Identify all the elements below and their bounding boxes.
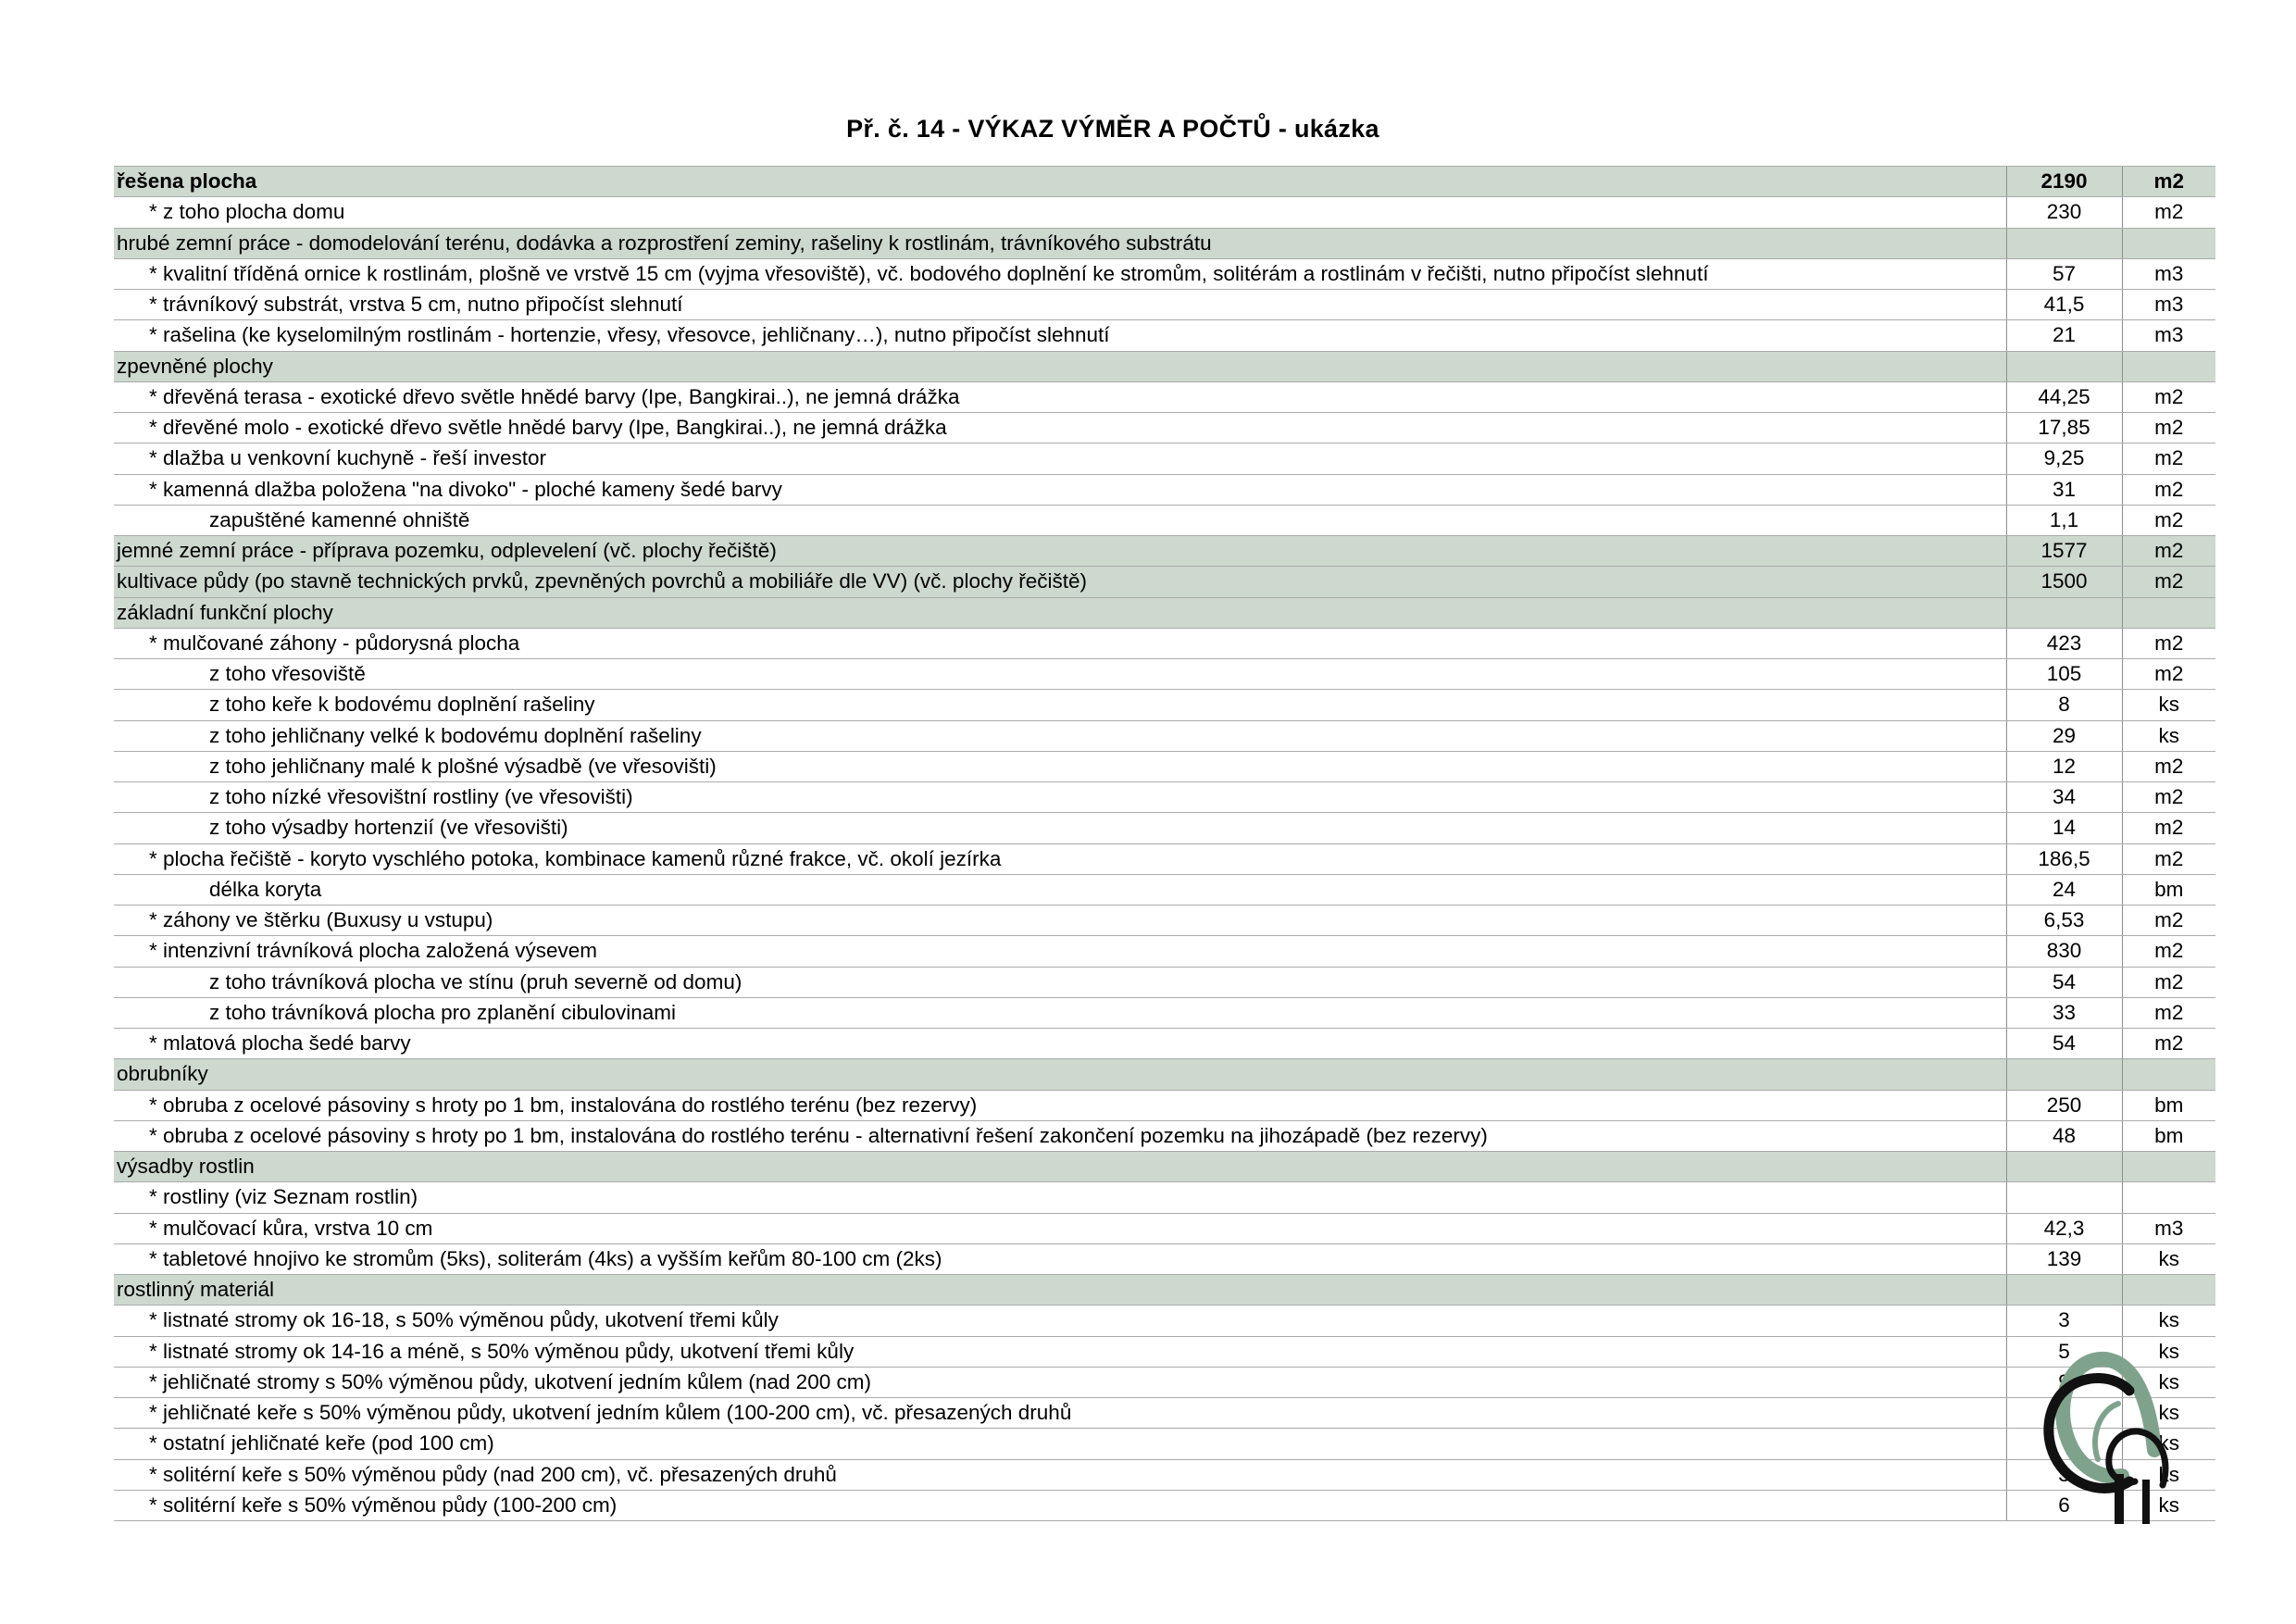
- row-label: * mulčované záhony - půdorysná plocha: [114, 628, 2006, 658]
- row-value: 44,25: [2006, 381, 2122, 412]
- row-label: * obruba z ocelové pásoviny s hroty po 1 bm, instalována do rostlého terénu - alternativní řešení zakončení pozemku na jihozápadě (bez rezervy): [114, 1120, 2006, 1151]
- row-value: 2190: [2006, 167, 2122, 197]
- table-row: [114, 874, 2215, 905]
- row-unit: m2: [2122, 567, 2215, 597]
- table-row: [114, 628, 2215, 658]
- row-value: 105: [2006, 659, 2122, 690]
- quantity-table: [114, 166, 2215, 1521]
- row-unit: m2: [2122, 197, 2215, 228]
- table-row: [114, 1459, 2215, 1490]
- row-label: jemné zemní práce - příprava pozemku, odplevelení (vč. plochy řečiště): [114, 536, 2006, 567]
- row-unit: m2: [2122, 936, 2215, 967]
- row-unit: [2122, 351, 2215, 381]
- row-label: obrubníky: [114, 1059, 2006, 1090]
- table-row: [114, 290, 2215, 320]
- row-unit: [2122, 1059, 2215, 1090]
- row-label: * rašelina (ke kyselomilným rostlinám - hortenzie, vřesy, vřesovce, jehličnany…), nutno připočíst slehnutí: [114, 320, 2006, 351]
- row-value: [2006, 1275, 2122, 1305]
- row-unit: m3: [2122, 258, 2215, 289]
- table-row: [114, 1490, 2215, 1520]
- row-unit: ks: [2122, 1398, 2215, 1429]
- row-label: * solitérní keře s 50% výměnou půdy (100-200 cm): [114, 1490, 2006, 1520]
- row-label: z toho trávníková plocha ve stínu (pruh severně od domu): [114, 967, 2006, 997]
- table-row: [114, 751, 2215, 781]
- row-unit: m2: [2122, 813, 2215, 843]
- row-value: 24: [2006, 874, 2122, 905]
- row-label: z toho nízké vřesovištní rostliny (ve vřesovišti): [114, 782, 2006, 813]
- table-row: [114, 690, 2215, 720]
- row-value: 1,1: [2006, 505, 2122, 535]
- table-row: [114, 381, 2215, 412]
- row-unit: ks: [2122, 1490, 2215, 1520]
- row-unit: [2122, 1182, 2215, 1213]
- table-row: [114, 1305, 2215, 1336]
- row-value: [2006, 1182, 2122, 1213]
- row-label: * solitérní keře s 50% výměnou půdy (nad 200 cm), vč. přesazených druhů: [114, 1459, 2006, 1490]
- table-row: [114, 258, 2215, 289]
- row-value: 29: [2006, 720, 2122, 751]
- row-value: 12: [2006, 751, 2122, 781]
- row-unit: [2122, 1152, 2215, 1182]
- row-unit: bm: [2122, 1090, 2215, 1120]
- row-label: * dřevěné molo - exotické dřevo světle hnědé barvy (Ipe, Bangkirai..), ne jemná drážka: [114, 413, 2006, 443]
- table-row: [114, 936, 2215, 967]
- logo-trunk-right: [2142, 1480, 2150, 1524]
- row-label: z toho keře k bodovému doplnění rašeliny: [114, 690, 2006, 720]
- table-row: [114, 997, 2215, 1028]
- row-unit: m3: [2122, 1213, 2215, 1243]
- logo-green-accent: [2095, 1404, 2118, 1459]
- table-row: [114, 1213, 2215, 1243]
- row-value: 250: [2006, 1090, 2122, 1120]
- table-row: [114, 1429, 2215, 1459]
- row-value: 230: [2006, 197, 2122, 228]
- row-label: řešena plocha: [114, 167, 2006, 197]
- row-label: * plocha řečiště - koryto vyschlého potoka, kombinace kamenů různé frakce, vč. okolí jezírka: [114, 843, 2006, 874]
- table-row: [114, 1398, 2215, 1429]
- row-unit: [2122, 597, 2215, 628]
- row-label: * mlatová plocha šedé barvy: [114, 1029, 2006, 1059]
- row-label: * dřevěná terasa - exotické dřevo světle hnědé barvy (Ipe, Bangkirai..), ne jemná drážka: [114, 381, 2006, 412]
- row-label: z toho výsadby hortenzií (ve vřesovišti): [114, 813, 2006, 843]
- row-label: zpevněné plochy: [114, 351, 2006, 381]
- table-row: [114, 906, 2215, 936]
- row-value: 54: [2006, 967, 2122, 997]
- row-unit: m3: [2122, 320, 2215, 351]
- row-unit: [2122, 228, 2215, 258]
- row-label: z toho jehličnany malé k plošné výsadbě (ve vřesovišti): [114, 751, 2006, 781]
- row-unit: m2: [2122, 967, 2215, 997]
- table-row: [114, 443, 2215, 474]
- table-row: [114, 567, 2215, 597]
- table-row: [114, 1059, 2215, 1090]
- row-value: 57: [2006, 258, 2122, 289]
- row-unit: m2: [2122, 474, 2215, 505]
- row-unit: ks: [2122, 1305, 2215, 1336]
- table-row: [114, 505, 2215, 535]
- table-row: [114, 813, 2215, 843]
- table-row: [114, 197, 2215, 228]
- row-unit: m2: [2122, 167, 2215, 197]
- row-value: 9,25: [2006, 443, 2122, 474]
- row-unit: ks: [2122, 1459, 2215, 1490]
- company-logo-icon: [2033, 1350, 2185, 1524]
- table-row: [114, 167, 2215, 197]
- table-row: [114, 1275, 2215, 1305]
- row-label: rostlinný materiál: [114, 1275, 2006, 1305]
- row-value: 34: [2006, 782, 2122, 813]
- row-value: [2006, 1059, 2122, 1090]
- table-row: [114, 843, 2215, 874]
- page-title: Př. č. 14 - VÝKAZ VÝMĚR A POČTŮ - ukázka: [846, 115, 1379, 143]
- table-row: [114, 1090, 2215, 1120]
- row-value: 1577: [2006, 536, 2122, 567]
- row-unit: m2: [2122, 843, 2215, 874]
- row-label: * mulčovací kůra, vrstva 10 cm: [114, 1213, 2006, 1243]
- row-unit: ks: [2122, 690, 2215, 720]
- row-label: * kamenná dlažba položena "na divoko" - ploché kameny šedé barvy: [114, 474, 2006, 505]
- row-value: 6: [2006, 1490, 2122, 1520]
- row-unit: m2: [2122, 413, 2215, 443]
- row-label: * jehličnaté keře s 50% výměnou půdy, ukotvení jedním kůlem (100-200 cm), vč. přesazených druhů: [114, 1398, 2006, 1429]
- row-value: [2006, 351, 2122, 381]
- logo-trunk-left: [2115, 1474, 2124, 1524]
- row-unit: ks: [2122, 1429, 2215, 1459]
- row-unit: m2: [2122, 1029, 2215, 1059]
- row-label: kultivace půdy (po stavně technických prvků, zpevněných povrchů a mobiliáře dle VV) (vč. plochy řečiště): [114, 567, 2006, 597]
- row-value: 830: [2006, 936, 2122, 967]
- row-label: * dlažba u venkovní kuchyně - řeší investor: [114, 443, 2006, 474]
- row-unit: m2: [2122, 659, 2215, 690]
- row-label: délka koryta: [114, 874, 2006, 905]
- row-unit: ks: [2122, 1243, 2215, 1274]
- row-value: 9: [2006, 1367, 2122, 1397]
- table-row: [114, 967, 2215, 997]
- row-label: * záhony ve štěrku (Buxusy u vstupu): [114, 906, 2006, 936]
- row-label: * intenzivní trávníková plocha založená výsevem: [114, 936, 2006, 967]
- row-label: * obruba z ocelové pásoviny s hroty po 1 bm, instalována do rostlého terénu (bez rezervy): [114, 1090, 2006, 1120]
- table-row: [114, 1336, 2215, 1367]
- row-value: 41,5: [2006, 290, 2122, 320]
- row-value: 33: [2006, 997, 2122, 1028]
- row-unit: m2: [2122, 628, 2215, 658]
- row-label: * listnaté stromy ok 16-18, s 50% výměnou půdy, ukotvení třemi kůly: [114, 1305, 2006, 1336]
- table-row: [114, 1029, 2215, 1059]
- row-unit: m2: [2122, 782, 2215, 813]
- row-unit: m2: [2122, 505, 2215, 535]
- row-unit: m2: [2122, 997, 2215, 1028]
- row-value: 5: [2006, 1336, 2122, 1367]
- table-row: [114, 228, 2215, 258]
- row-value: 8: [2006, 690, 2122, 720]
- row-value: [2006, 1152, 2122, 1182]
- row-label: * listnaté stromy ok 14-16 a méně, s 50% výměnou půdy, ukotvení třemi kůly: [114, 1336, 2006, 1367]
- row-value: 48: [2006, 1120, 2122, 1151]
- row-unit: ks: [2122, 1336, 2215, 1367]
- row-value: 423: [2006, 628, 2122, 658]
- row-unit: ks: [2122, 1367, 2215, 1397]
- row-value: 1500: [2006, 567, 2122, 597]
- table-row: [114, 1152, 2215, 1182]
- table-row: [114, 536, 2215, 567]
- row-label: z toho trávníková plocha pro zplanění cibulovinami: [114, 997, 2006, 1028]
- row-label: * z toho plocha domu: [114, 197, 2006, 228]
- table-row: [114, 413, 2215, 443]
- row-unit: bm: [2122, 874, 2215, 905]
- table-row: [114, 1367, 2215, 1397]
- row-label: z toho vřesoviště: [114, 659, 2006, 690]
- row-label: * trávníkový substrát, vrstva 5 cm, nutno připočíst slehnutí: [114, 290, 2006, 320]
- table-row: [114, 1120, 2215, 1151]
- row-value: [2006, 597, 2122, 628]
- row-value: 6,53: [2006, 906, 2122, 936]
- row-value: 17,85: [2006, 413, 2122, 443]
- table-row: [114, 1182, 2215, 1213]
- row-unit: [2122, 1275, 2215, 1305]
- row-label: z toho jehličnany velké k bodovému doplnění rašeliny: [114, 720, 2006, 751]
- row-label: * jehličnaté stromy s 50% výměnou půdy, ukotvení jedním kůlem (nad 200 cm): [114, 1367, 2006, 1397]
- row-value: 21: [2006, 320, 2122, 351]
- row-value: 14: [2006, 813, 2122, 843]
- table-row: [114, 474, 2215, 505]
- row-label: výsadby rostlin: [114, 1152, 2006, 1182]
- row-value: [2006, 228, 2122, 258]
- row-label: * ostatní jehličnaté keře (pod 100 cm): [114, 1429, 2006, 1459]
- row-unit: m2: [2122, 751, 2215, 781]
- row-label: zapuštěné kamenné ohniště: [114, 505, 2006, 535]
- row-unit: m2: [2122, 443, 2215, 474]
- table-row: [114, 782, 2215, 813]
- row-unit: m2: [2122, 536, 2215, 567]
- row-value: 42,3: [2006, 1213, 2122, 1243]
- table-row: [114, 351, 2215, 381]
- row-label: * tabletové hnojivo ke stromům (5ks), soliterám (4ks) a vyšším keřům 80-100 cm (2ks): [114, 1243, 2006, 1274]
- row-value: 186,5: [2006, 843, 2122, 874]
- row-unit: bm: [2122, 1120, 2215, 1151]
- row-value: 139: [2006, 1243, 2122, 1274]
- row-unit: m2: [2122, 381, 2215, 412]
- row-label: * rostliny (viz Seznam rostlin): [114, 1182, 2006, 1213]
- row-label: hrubé zemní práce - domodelování terénu, dodávka a rozprostření zeminy, rašeliny k rostlinám, trávníkového substrátu: [114, 228, 2006, 258]
- row-value: 31: [2006, 474, 2122, 505]
- row-unit: m3: [2122, 290, 2215, 320]
- table-row: [114, 720, 2215, 751]
- table-row: [114, 597, 2215, 628]
- row-unit: m2: [2122, 906, 2215, 936]
- table-row: [114, 659, 2215, 690]
- row-unit: ks: [2122, 720, 2215, 751]
- row-value: 3: [2006, 1305, 2122, 1336]
- row-label: základní funkční plochy: [114, 597, 2006, 628]
- table-row: [114, 320, 2215, 351]
- table-row: [114, 1243, 2215, 1274]
- row-label: * kvalitní tříděná ornice k rostlinám, plošně ve vrstvě 15 cm (vyjma vřesoviště), vč. bodového doplnění ke stromům, solitérám a rostlinám v řečišti, nutno připočíst slehnutí: [114, 258, 2006, 289]
- row-value: 3: [2006, 1459, 2122, 1490]
- row-value: 54: [2006, 1029, 2122, 1059]
